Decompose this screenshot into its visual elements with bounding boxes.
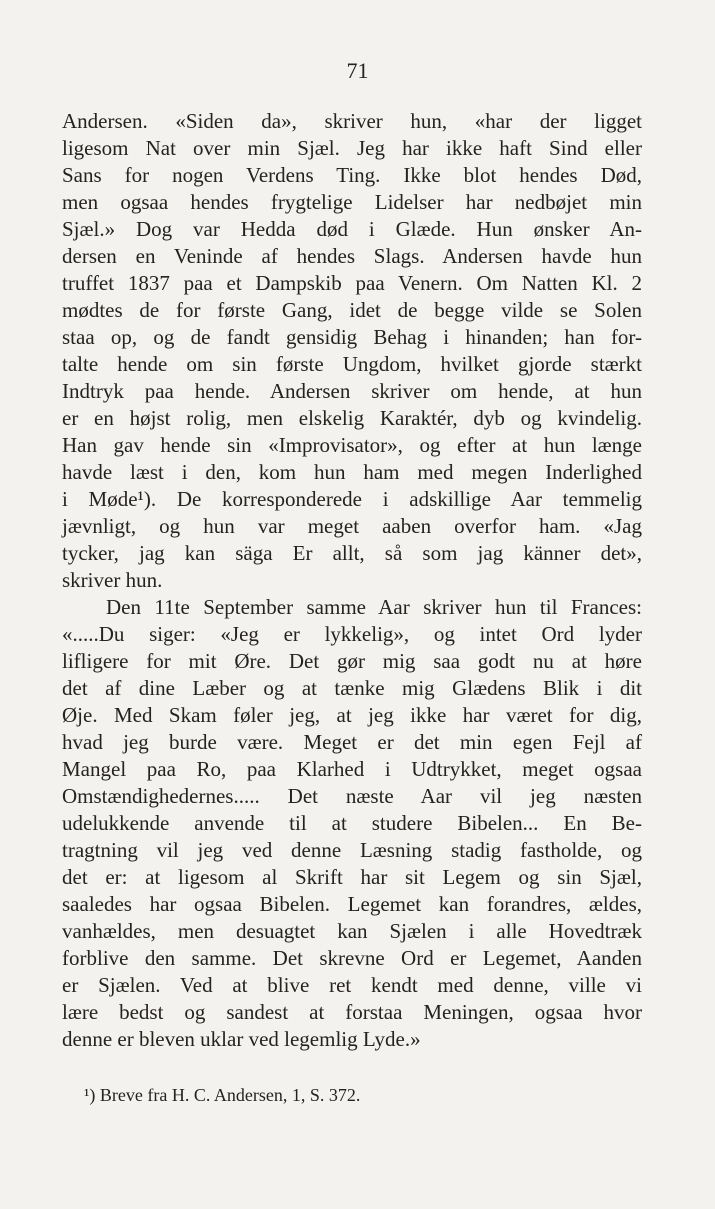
text-line: saaledes har ogsaa Bibelen. Legemet kan forandres, ældes,: [62, 892, 642, 916]
text-line: det af dine Læber og at tænke mig Glædens Blik i dit: [62, 676, 642, 700]
text-line: staa op, og de fandt gensidig Behag i hinanden; han for-: [62, 325, 642, 349]
text-line: denne er bleven uklar ved legemlig Lyde.»: [62, 1027, 421, 1051]
text-line: truffet 1837 paa et Dampskib paa Venern. Om Natten Kl. 2: [62, 271, 642, 295]
text-line: havde læst i den, kom hun ham med megen Inderlighed: [62, 460, 642, 484]
body-text: [62, 108, 642, 1053]
text-line: Han gav hende sin «Improvisator», og efter at hun længe: [62, 433, 642, 457]
text-line: tragtning vil jeg ved denne Læsning stadig fastholde, og: [62, 838, 642, 862]
text-line: lifligere for mit Øre. Det gør mig saa godt nu at høre: [62, 649, 642, 673]
text-line: «.....Du siger: «Jeg er lykkelig», og intet Ord lyder: [62, 622, 642, 646]
text-line: talte hende om sin første Ungdom, hvilket gjorde stærkt: [62, 352, 642, 376]
text-line: vanhældes, men desuagtet kan Sjælen i alle Hovedtræk: [62, 919, 642, 943]
text-line: det er: at ligesom al Skrift har sit Legem og sin Sjæl,: [62, 865, 642, 889]
text-line: Indtryk paa hende. Andersen skriver om hende, at hun: [62, 379, 642, 403]
text-line: lære bedst og sandest at forstaa Meningen, ogsaa hvor: [62, 1000, 642, 1024]
text-line: forblive den samme. Det skrevne Ord er Legemet, Aanden: [62, 946, 642, 970]
text-line: i Møde¹). De korresponderede i adskillige Aar temmelig: [62, 487, 642, 511]
text-line: jævnligt, og hun var meget aaben overfor ham. «Jag: [62, 514, 642, 538]
text-line: Sans for nogen Verdens Ting. Ikke blot hendes Død,: [62, 163, 642, 187]
text-line: Øje. Med Skam føler jeg, at jeg ikke har været for dig,: [62, 703, 642, 727]
text-line: Andersen. «Siden da», skriver hun, «har der ligget: [62, 109, 642, 133]
text-line: ligesom Nat over min Sjæl. Jeg har ikke haft Sind eller: [62, 136, 642, 160]
text-line: Sjæl.» Dog var Hedda død i Glæde. Hun ønsker An-: [62, 217, 642, 241]
text-line: Mangel paa Ro, paa Klarhed i Udtrykket, meget ogsaa: [62, 757, 642, 781]
text-line: udelukkende anvende til at studere Bibelen... En Be-: [62, 811, 642, 835]
text-line: er en højst rolig, men elskelig Karaktér, dyb og kvindelig.: [62, 406, 642, 430]
footnote: ¹) Breve fra H. C. Andersen, 1, S. 372.: [84, 1085, 361, 1105]
text-line: Den 11te September samme Aar skriver hun til Frances:: [106, 595, 642, 619]
text-line: tycker, jag kan säga Er allt, så som jag känner det»,: [62, 541, 642, 565]
text-line: er Sjælen. Ved at blive ret kendt med denne, ville vi: [62, 973, 642, 997]
text-line: mødtes de for første Gang, idet de begge vilde se Solen: [62, 298, 642, 322]
text-line: hvad jeg burde være. Meget er det min egen Fejl af: [62, 730, 642, 754]
page-number: 71: [346, 58, 369, 83]
text-line: men ogsaa hendes frygtelige Lidelser har nedbøjet min: [62, 190, 642, 214]
text-line: Omstændighedernes..... Det næste Aar vil jeg næsten: [62, 784, 642, 808]
text-line: skriver hun.: [62, 568, 163, 592]
text-line: dersen en Veninde af hendes Slags. Andersen havde hun: [62, 244, 642, 268]
